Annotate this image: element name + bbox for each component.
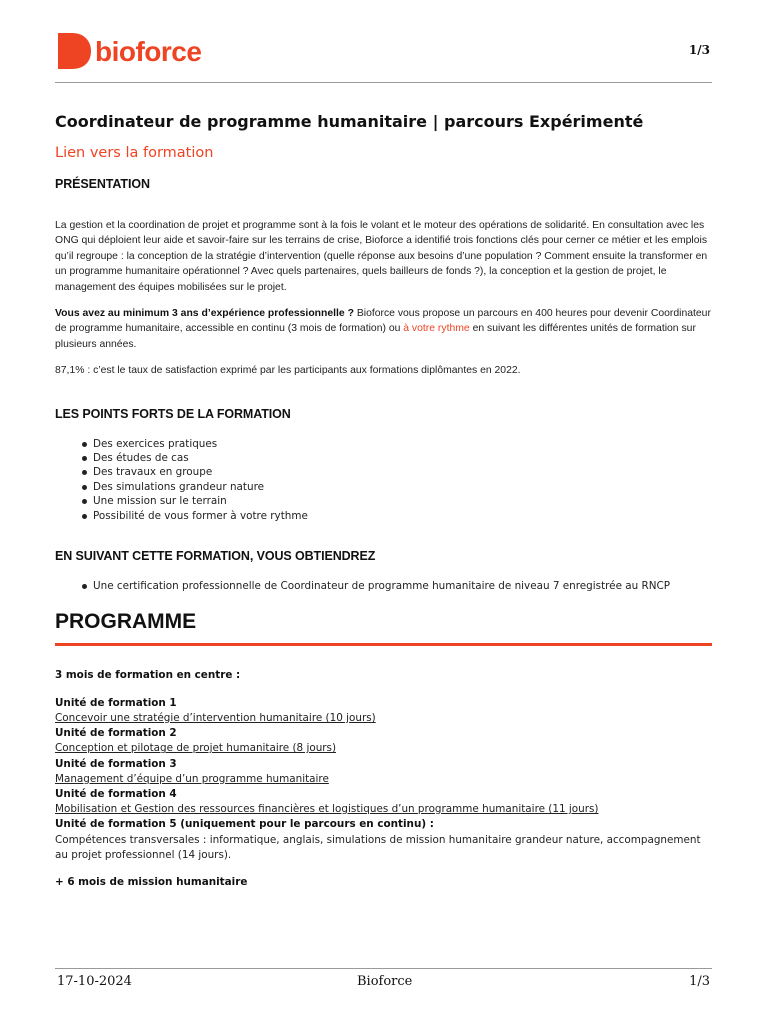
list-item: Une certification professionnelle de Coordinateur de programme humanitaire de niveau 7 enregistrée au RNCP <box>55 579 712 593</box>
satisfaction-paragraph: 87,1% : c’est le taux de satisfaction exprimé par les participants aux formations diplômantes en 2022. <box>55 365 521 377</box>
presentation-paragraph-1: La gestion et la coordination de projet et programme sont à la fois le volant et le moteur des opérations de solidarité. En consultation avec les ONG qui déploient leur aide et savoir-faire sur les terrains de crise, Bioforce a identifié trois fonctions clés pour cerner ce métier et les emplois qu’il regroupe : la conception de la stratégie d’intervention (quelle réponse aux besoins d’une population ? Comment ensuite la transformer en un programme humanitaire opérationnel ? Avec quels partenaires, quels bailleurs de fonds ?), la conception et la gestion de projet, le management des équipes mobilisées sur le projet. <box>55 220 708 293</box>
paragraph-2-text-a: Bioforce vous propose un parcours en 400 heures pour devenir Coordinateur de programme humanitaire, accessible en continu (3 mois de formation) ou <box>55 308 711 335</box>
unit-title: Unité de formation 3 <box>55 757 177 770</box>
footer-date: 17-10-2024 <box>57 974 132 989</box>
list-item: Une mission sur le terrain <box>55 494 712 508</box>
obtiendrez-list <box>55 579 712 593</box>
programme-content <box>55 668 712 891</box>
logo-text: bioforce <box>95 36 202 67</box>
presentation-heading: PRÉSENTATION <box>55 177 150 191</box>
list-item: Des simulations grandeur nature <box>55 480 712 494</box>
unit-title: Unité de formation 4 <box>55 787 177 800</box>
mission-line: + 6 mois de mission humanitaire <box>55 875 248 888</box>
unit-link[interactable]: Conception et pilotage de projet humanitaire (8 jours) <box>55 742 337 755</box>
document-body <box>55 82 712 890</box>
unit-link[interactable]: Management d’équipe d’un programme humanitaire <box>55 772 329 785</box>
unit-5-description: Compétences transversales : informatique, anglais, simulations de mission humanitaire grandeur nature, accompagnement au projet professionnel (14 jours). <box>55 833 701 861</box>
experience-question: Vous avez au minimum 3 ans d’expérience professionnelle ? <box>55 308 354 320</box>
paragraph-2-text-b: en suivant les différentes unités de formation sur plusieurs années. <box>55 323 696 350</box>
formation-link[interactable]: Lien vers la formation <box>55 145 214 161</box>
points-forts-list <box>55 437 712 523</box>
list-item: Des exercices pratiques <box>55 437 712 451</box>
document-title: Coordinateur de programme humanitaire | parcours Expérimenté <box>55 112 644 131</box>
bioforce-logo-icon <box>55 32 93 70</box>
footer-title: Bioforce <box>357 974 413 989</box>
footer-page-number: 1/3 <box>689 974 710 989</box>
list-item: Des travaux en groupe <box>55 465 712 479</box>
list-item: Des études de cas <box>55 451 712 465</box>
obtiendrez-heading: EN SUIVANT CETTE FORMATION, VOUS OBTIENDREZ <box>55 549 376 564</box>
votre-rythme-link[interactable]: à votre rythme <box>403 323 470 335</box>
list-item: Possibilité de vous former à votre rythme <box>55 509 712 523</box>
unit-title: Unité de formation 2 <box>55 727 177 740</box>
programme-heading: PROGRAMME <box>55 609 197 633</box>
programme-divider <box>55 643 712 646</box>
unit-link[interactable]: Concevoir une stratégie d’intervention humanitaire (10 jours) <box>55 711 376 724</box>
points-forts-heading: LES POINTS FORTS DE LA FORMATION <box>55 406 291 421</box>
page-footer <box>55 968 712 999</box>
unit-link[interactable]: Mobilisation et Gestion des ressources financières et logistiques d’un programme humanitaire (11 jours) <box>55 803 599 816</box>
unit-title: Unité de formation 1 <box>55 696 177 709</box>
page-indicator: 1/3 <box>688 43 710 57</box>
programme-intro: 3 mois de formation en centre : <box>55 668 241 681</box>
presentation-paragraph-2 <box>55 306 712 352</box>
unit-5-title: Unité de formation 5 (uniquement pour le parcours en continu) : <box>55 818 434 831</box>
page-header <box>55 30 712 83</box>
bioforce-logo[interactable] <box>55 32 201 70</box>
